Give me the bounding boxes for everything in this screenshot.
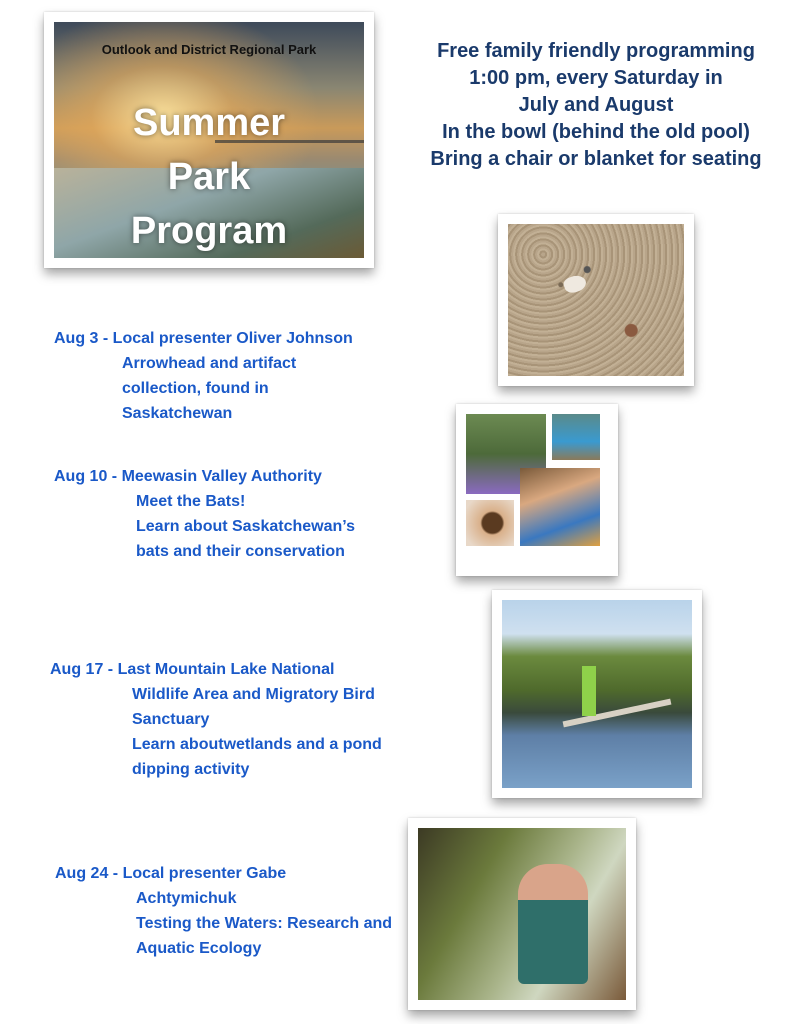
event-detail: Achtymichuk xyxy=(136,890,237,907)
program-title xyxy=(54,96,364,258)
title-line: Program xyxy=(130,210,288,252)
info-line: Free family friendly programming xyxy=(437,40,755,62)
info-line: July and August xyxy=(518,94,674,116)
child-figure xyxy=(582,666,596,716)
aquarium-photo xyxy=(408,818,636,1010)
event-detail: dipping activity xyxy=(132,761,250,778)
title-line: Park xyxy=(167,156,251,198)
info-line: Bring a chair or blanket for seating xyxy=(430,148,762,170)
event-aug-17 xyxy=(50,657,382,782)
event-detail: Arrowhead and artifact xyxy=(122,355,297,372)
wetland-photo xyxy=(492,590,702,798)
collage-tile xyxy=(552,414,600,460)
title-line: Summer xyxy=(132,102,286,144)
event-heading: Aug 24 - Local presenter Gabe xyxy=(55,865,287,882)
event-heading: Aug 17 - Last Mountain Lake National xyxy=(50,661,335,678)
event-detail: Saskatchewan xyxy=(122,405,233,422)
event-aug-3 xyxy=(54,326,353,426)
event-detail: Wildlife Area and Migratory Bird xyxy=(132,686,375,703)
park-name: Outlook and District Regional Park xyxy=(101,42,317,57)
collage-tile xyxy=(520,468,600,546)
event-detail: Learn aboutwetlands and a pond xyxy=(132,736,382,753)
event-heading: Aug 10 - Meewasin Valley Authority xyxy=(54,468,322,485)
info-line: In the bowl (behind the old pool) xyxy=(442,121,750,143)
arrowhead-photo xyxy=(498,214,694,386)
event-detail: bats and their conservation xyxy=(136,543,345,560)
event-detail: Sanctuary xyxy=(132,711,210,728)
bats-collage-photo xyxy=(456,404,618,576)
event-detail: Aquatic Ecology xyxy=(136,940,262,957)
event-detail: collection, found in xyxy=(122,380,269,397)
arrowhead-graphic xyxy=(562,273,588,296)
hero-image xyxy=(44,12,374,268)
event-detail: Testing the Waters: Research and xyxy=(136,915,393,932)
event-heading: Aug 3 - Local presenter Oliver Johnson xyxy=(54,330,353,347)
log-graphic xyxy=(563,699,672,728)
event-aug-24 xyxy=(55,861,392,961)
info-line: 1:00 pm, every Saturday in xyxy=(469,67,723,89)
event-detail: Learn about Saskatchewan’s xyxy=(136,518,356,535)
collage-tile xyxy=(466,500,514,546)
event-detail: Meet the Bats! xyxy=(136,493,246,510)
event-aug-10 xyxy=(54,464,355,564)
child-figure xyxy=(518,864,588,984)
program-info xyxy=(400,38,791,173)
